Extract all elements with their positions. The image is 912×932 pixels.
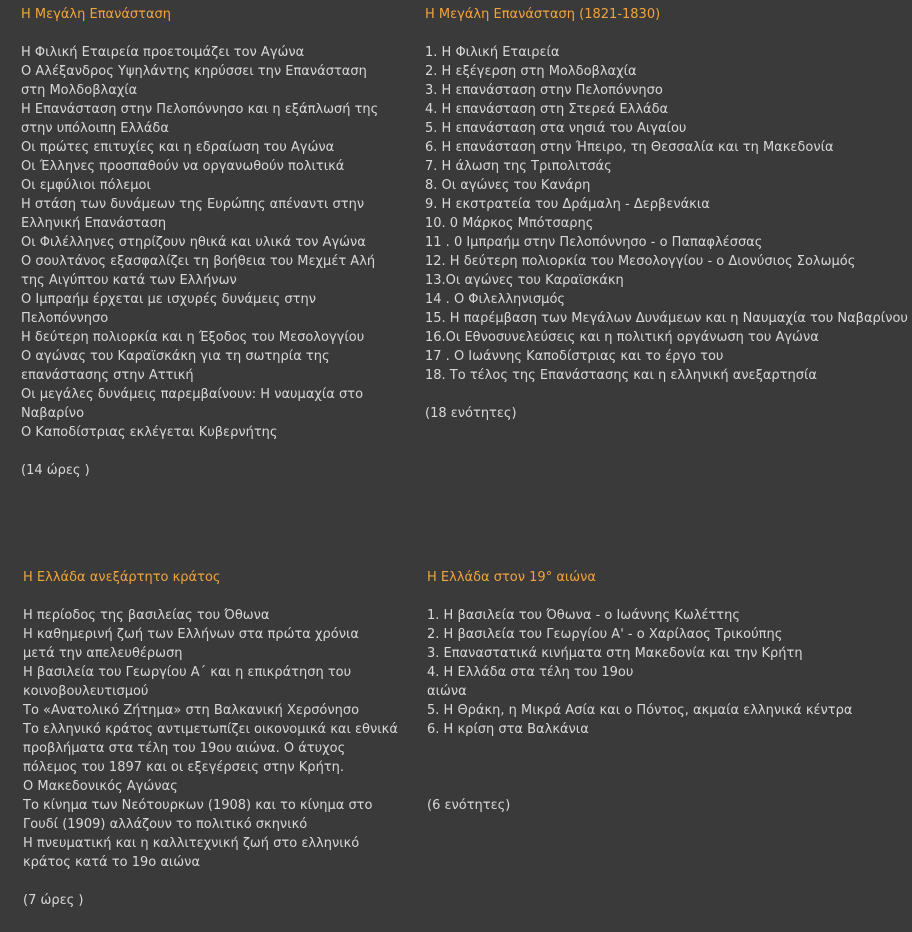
list-item: 15. Η παρέμβαση των Μεγάλων Δυνάμεων και η Ναυμαχία του Ναβαρίνου: [425, 311, 908, 326]
unit-list: [425, 43, 908, 385]
list-item: Οι Έλληνες προσπαθούν να οργανωθούν πολιτικά: [21, 159, 345, 174]
list-item: Το «Ανατολικό Ζήτημα» στη Βαλκανική Χερσόνησο: [23, 703, 360, 718]
list-item: Ο σουλτάνος εξασφαλίζει τη βοήθεια του Μεχμέτ Αλή: [21, 254, 376, 269]
list-item: Ο Ιμπραήμ έρχεται με ισχυρές δυνάμεις στην: [21, 292, 316, 307]
units-count-label: (18 ενότητες): [425, 406, 517, 421]
list-item: 4. Η Ελλάδα στα τέλη του 19ου: [427, 665, 634, 680]
hours-label: (7 ώρες ): [23, 893, 84, 908]
list-item: Το ελληνικό κράτος αντιμετωπίζει οικονομικά και εθνικά: [23, 722, 398, 737]
list-item: 4. Η επανάσταση στη Στερεά Ελλάδα: [425, 102, 669, 117]
list-item: Η στάση των δυνάμεων της Ευρώπης απέναντι στην: [21, 197, 365, 212]
list-item: μετά την απελευθέρωση: [23, 646, 183, 661]
list-item: 9. Η εκστρατεία του Δράμαλη - Δερβενάκια: [425, 197, 710, 212]
list-item: 6. Η επανάσταση στην Ήπειρο, τη Θεσσαλία και τη Μακεδονία: [425, 140, 834, 155]
list-item: 13.Οι αγώνες του Καραϊσκάκη: [425, 273, 624, 288]
list-item: 1. Η Φιλική Εταιρεία: [425, 45, 560, 60]
list-item: 7. Η άλωση της Τριπολιτσάς: [425, 159, 612, 174]
list-item: Η Φιλική Εταιρεία προετοιμάζει τον Αγώνα: [21, 45, 305, 60]
hours-label: (14 ώρες ): [21, 463, 90, 478]
list-item: 3. Η επανάσταση στην Πελοπόννησο: [425, 83, 663, 98]
list-item: Η δεύτερη πολιορκία και η Έξοδος του Μεσολογγίου: [21, 330, 365, 345]
list-item: 5. Η επανάσταση στα νησιά του Αιγαίου: [425, 121, 687, 136]
list-item: 3. Επαναστατικά κινήματα στη Μακεδονία και την Κρήτη: [427, 646, 803, 661]
list-item: 16.Οι Εθνοσυνελεύσεις και η πολιτική οργάνωση του Αγώνα: [425, 330, 819, 345]
list-item: Η Επανάσταση στην Πελοπόννησο και η εξάπλωσή της: [21, 102, 379, 117]
list-item: Ελληνική Επανάσταση: [21, 216, 167, 231]
list-item: κοινοβουλευτισμού: [23, 684, 149, 699]
list-item: Γουδί (1909) αλλάζουν το πολιτικό σκηνικό: [23, 817, 308, 832]
list-item: Οι Φιλέλληνες στηρίζουν ηθικά και υλικά τον Αγώνα: [21, 235, 366, 250]
list-item: 17 . Ο Ιωάννης Καποδίστριας και το έργο του: [425, 349, 724, 364]
list-item: Ο Μακεδονικός Αγώνας: [23, 779, 178, 794]
topic-list: [21, 43, 401, 442]
list-item: αιώνα: [427, 684, 467, 699]
list-item: 6. Η κρίση στα Βαλκάνια: [427, 722, 589, 737]
list-item: Οι πρώτες επιτυχίες και η εδραίωση του Αγώνα: [21, 140, 335, 155]
list-item: 10. 0 Μάρκος Μπότσαρης: [425, 216, 594, 231]
list-item: 1. Η βασιλεία του Όθωνα - ο Ιωάννης Κωλέττης: [427, 608, 740, 623]
list-item: 11 . 0 Ιμπραήμ στην Πελοπόννησο - ο Παπαφλέσσας: [425, 235, 763, 250]
list-item: στη Μολδοβλαχία: [21, 83, 138, 98]
list-item: στην υπόλοιπη Ελλάδα: [21, 121, 169, 136]
list-item: επανάστασης στην Αττική: [21, 368, 194, 383]
list-item: Ναβαρίνο: [21, 406, 85, 421]
topic-list: [23, 606, 403, 872]
list-item: Το κίνημα των Νεότουρκων (1908) και το κίνημα στο: [23, 798, 373, 813]
list-item: προβλήματα στα τέλη του 19ου αιώνα. Ο άτυχος: [23, 741, 346, 756]
section-19th-century-units: [427, 568, 907, 815]
list-item: Η βασιλεία του Γεωργίου Α΄ και η επικράτηση του: [23, 665, 352, 680]
list-item: 8. Οι αγώνες του Κανάρη: [425, 178, 591, 193]
list-item: Ο αγώνας του Καραϊσκάκη για τη σωτηρία της: [21, 349, 330, 364]
list-item: Οι μεγάλες δυνάμεις παρεμβαίνουν: Η ναυμαχία στο: [21, 387, 364, 402]
list-item: Οι εμφύλιοι πόλεμοι: [21, 178, 151, 193]
list-item: Πελοπόννησο: [21, 311, 109, 326]
list-item: Η πνευματική και η καλλιτεχνική ζωή στο ελληνικό: [23, 836, 360, 851]
list-item: [427, 758, 907, 777]
list-item: 18. Το τέλος της Επανάστασης και η ελληνική ανεξαρτησία: [425, 368, 817, 383]
list-item: Ο Αλέξανδρος Υψηλάντης κηρύσσει την Επανάσταση: [21, 64, 367, 79]
section-title: Η Μεγάλη Επανάσταση (1821-1830): [425, 7, 661, 22]
section-title: Η Ελλάδα ανεξάρτητο κράτος: [23, 570, 221, 585]
list-item: Ο Καποδίστριας εκλέγεται Κυβερνήτης: [21, 425, 278, 440]
list-item: 5. Η Θράκη, η Μικρά Ασία και ο Πόντος, ακμαία ελληνικά κέντρα: [427, 703, 853, 718]
list-item: της Αιγύπτου κατά των Ελλήνων: [21, 273, 237, 288]
list-item: Η περίοδος της βασιλείας του Όθωνα: [23, 608, 270, 623]
list-item: κράτος κατά το 19ο αιώνα: [23, 855, 201, 870]
section-title: Η Μεγάλη Επανάσταση: [21, 7, 172, 22]
unit-list: [427, 606, 907, 777]
list-item: 2. Η βασιλεία του Γεωργίου Α' - ο Χαρίλαος Τρικούπης: [427, 627, 783, 642]
list-item: πόλεμος του 1897 και οι εξεγέρσεις στην Κρήτη.: [23, 760, 345, 775]
section-great-revolution: [21, 5, 401, 480]
list-item: 14 . Ο Φιλελληνισμός: [425, 292, 566, 307]
section-independent-state: [23, 568, 403, 910]
list-item: 12. Η δεύτερη πολιορκία του Μεσολογγίου - ο Διονύσιος Σολωμός: [425, 254, 856, 269]
list-item: 2. Η εξέγερση στη Μολδοβλαχία: [425, 64, 637, 79]
section-great-revolution-units: [425, 5, 908, 423]
units-count-label: (6 ενότητες): [427, 798, 511, 813]
list-item: [427, 739, 907, 758]
section-title: Η Ελλάδα στον 19° αιώνα: [427, 570, 597, 585]
list-item: Η καθημερινή ζωή των Ελλήνων στα πρώτα χρόνια: [23, 627, 359, 642]
